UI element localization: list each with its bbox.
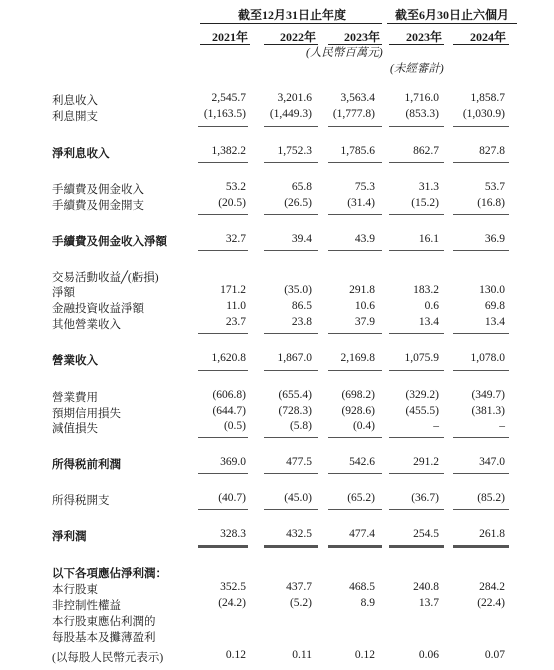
row-non-controlling-interests xyxy=(0,597,554,613)
row-value: (5.8) xyxy=(289,420,312,432)
period-header-interim: 截至6月30日止六個月 xyxy=(394,8,509,22)
row-value: 254.5 xyxy=(413,528,439,540)
row-value: (329.2) xyxy=(405,389,439,401)
row-value: (1,030.9) xyxy=(462,108,505,120)
row-value: (349.7) xyxy=(471,389,505,401)
subtotal-rule xyxy=(453,333,509,334)
row-value: (853.3) xyxy=(405,108,439,120)
row-value: 1,078.0 xyxy=(470,352,505,364)
subtotal-rule xyxy=(198,437,248,438)
subtotal-rule xyxy=(389,250,444,251)
row-value: 75.3 xyxy=(354,181,375,193)
row-fee-income xyxy=(0,181,554,197)
row-value: 284.2 xyxy=(479,581,505,593)
row-label: 預期信用損失 xyxy=(52,408,121,420)
subtotal-rule xyxy=(198,250,248,251)
header-rule-interim xyxy=(387,23,517,24)
row-operating-income xyxy=(0,352,554,368)
row-value: 432.5 xyxy=(286,528,312,540)
subtotal-rule xyxy=(264,509,318,510)
row-value: 3,201.6 xyxy=(277,92,312,104)
subtotal-rule xyxy=(328,333,382,334)
subtotal-rule xyxy=(328,250,382,251)
subtotal-rule xyxy=(389,437,444,438)
row-value: (20.5) xyxy=(218,197,246,209)
row-value: 1,382.2 xyxy=(211,145,246,157)
subtotal-rule xyxy=(389,126,444,127)
row-label: 淨利潤 xyxy=(52,531,87,543)
row-value: (0.5) xyxy=(223,420,246,432)
row-label: 本行股東應佔利潤的 xyxy=(52,616,156,628)
row-operating-expenses xyxy=(0,389,554,405)
row-interest-expense xyxy=(0,108,554,124)
header-rule-annual xyxy=(200,23,382,24)
subtotal-rule xyxy=(198,509,248,510)
subtotal-rule xyxy=(198,370,248,371)
subtotal-rule xyxy=(264,333,318,334)
row-value: 23.8 xyxy=(291,316,312,328)
subtotal-rule xyxy=(264,545,318,548)
year-header: 2022年 xyxy=(279,30,316,44)
row-value: 86.5 xyxy=(291,300,312,312)
row-value: 43.9 xyxy=(354,233,375,245)
subtotal-rule xyxy=(198,333,248,334)
subtotal-rule xyxy=(264,162,318,163)
row-value: (1,449.3) xyxy=(269,108,312,120)
row-value: 437.7 xyxy=(286,581,312,593)
row-value: 171.2 xyxy=(220,284,246,296)
row-label: 金融投資收益淨額 xyxy=(52,303,144,315)
row-other-operating-income xyxy=(0,316,554,332)
row-value: (928.6) xyxy=(341,405,375,417)
row-value: 37.9 xyxy=(354,316,375,328)
subtotal-rule xyxy=(264,370,318,371)
row-value: (35.0) xyxy=(284,284,312,296)
row-value: 1,075.9 xyxy=(404,352,439,364)
row-value: 328.3 xyxy=(220,528,246,540)
row-trading-gains-net xyxy=(0,284,554,300)
subtotal-rule xyxy=(389,370,444,371)
subtotal-rule xyxy=(328,370,382,371)
row-value: 1,867.0 xyxy=(277,352,312,364)
row-label: 非控制性權益 xyxy=(52,600,121,612)
row-value: 69.8 xyxy=(484,300,505,312)
subtotal-rule xyxy=(328,126,382,127)
row-label: 交易活動收益╱(虧損) xyxy=(52,272,159,284)
row-value: 53.7 xyxy=(484,181,505,193)
row-value: 862.7 xyxy=(413,145,439,157)
row-value: 2,545.7 xyxy=(211,92,246,104)
row-value: (728.3) xyxy=(278,405,312,417)
row-label: 所得税開支 xyxy=(52,495,110,507)
subtotal-rule xyxy=(264,473,318,474)
subtotal-rule xyxy=(453,214,509,215)
row-value: 0.6 xyxy=(424,300,439,312)
period-header-annual: 截至12月31日止年度 xyxy=(237,8,346,22)
row-fee-expense xyxy=(0,197,554,213)
row-value: 31.3 xyxy=(418,181,439,193)
row-value: (1,777.8) xyxy=(332,108,375,120)
row-value: 240.8 xyxy=(413,581,439,593)
row-value: (0.4) xyxy=(352,420,375,432)
row-profit-before-tax xyxy=(0,456,554,472)
row-value: 36.9 xyxy=(484,233,505,245)
row-value: (16.8) xyxy=(477,197,505,209)
row-value: 347.0 xyxy=(479,456,505,468)
row-value: 13.7 xyxy=(418,597,439,609)
row-value: (15.2) xyxy=(411,197,439,209)
row-value: 0.12 xyxy=(225,649,246,661)
row-value: 477.5 xyxy=(286,456,312,468)
row-value: (40.7) xyxy=(218,492,246,504)
row-trading-gains-label xyxy=(0,269,554,285)
row-value: 2,169.8 xyxy=(340,352,375,364)
subtotal-rule xyxy=(389,214,444,215)
row-attributable-heading xyxy=(0,565,554,581)
row-label: 每股基本及攤薄盈利 xyxy=(52,632,156,644)
row-label: 本行股東 xyxy=(52,584,98,596)
subtotal-rule xyxy=(264,126,318,127)
subtotal-rule xyxy=(328,473,382,474)
row-value: 0.12 xyxy=(354,649,375,661)
row-value: 542.6 xyxy=(349,456,375,468)
subtotal-rule xyxy=(453,250,509,251)
row-value: (45.0) xyxy=(284,492,312,504)
unaudited-note: (未經審計) xyxy=(390,63,444,75)
subtotal-rule xyxy=(328,214,382,215)
subtotal-rule xyxy=(453,473,509,474)
year-rule xyxy=(389,44,444,45)
row-value: 0.06 xyxy=(418,649,439,661)
row-value: 468.5 xyxy=(349,581,375,593)
row-label: 減值損失 xyxy=(52,423,98,435)
subtotal-rule xyxy=(389,333,444,334)
row-net-fee-income xyxy=(0,233,554,249)
subtotal-rule xyxy=(198,214,248,215)
row-value: 477.4 xyxy=(349,528,375,540)
row-label: 以下各項應佔淨利潤： xyxy=(52,568,167,580)
row-value: 11.0 xyxy=(226,300,246,312)
year-header: 2023年 xyxy=(405,30,442,44)
year-rule xyxy=(200,44,250,45)
unit-note: (人民幣百萬元) xyxy=(306,47,383,59)
row-value: (381.3) xyxy=(471,405,505,417)
row-value: 3,563.4 xyxy=(340,92,375,104)
row-value: 1,620.8 xyxy=(211,352,246,364)
row-value: (22.4) xyxy=(477,597,505,609)
row-value: 291.8 xyxy=(349,284,375,296)
row-label: 所得税前利潤 xyxy=(52,459,121,471)
row-value: (455.5) xyxy=(405,405,439,417)
row-value: (655.4) xyxy=(278,389,312,401)
row-value: 0.11 xyxy=(292,649,312,661)
row-value: (31.4) xyxy=(347,197,375,209)
subtotal-rule xyxy=(264,250,318,251)
row-value: 10.6 xyxy=(354,300,375,312)
row-value: (644.7) xyxy=(212,405,246,417)
row-interest-income xyxy=(0,92,554,108)
row-net-interest-income xyxy=(0,145,554,161)
subtotal-rule xyxy=(453,437,509,438)
row-value: 13.4 xyxy=(484,316,505,328)
row-value: 261.8 xyxy=(479,528,505,540)
row-value: 1,752.3 xyxy=(277,145,312,157)
row-value: (1,163.5) xyxy=(203,108,246,120)
row-label: (以每股人民幣元表示) xyxy=(52,652,164,664)
row-value: (698.2) xyxy=(341,389,375,401)
row-eps-basic-diluted xyxy=(0,649,554,665)
row-label: 其他營業收入 xyxy=(52,319,121,331)
row-value: 13.4 xyxy=(418,316,439,328)
row-value: 39.4 xyxy=(291,233,312,245)
subtotal-rule xyxy=(453,545,509,548)
subtotal-rule xyxy=(453,126,509,127)
row-value: 827.8 xyxy=(479,145,505,157)
subtotal-rule xyxy=(198,126,248,127)
row-value: (5.2) xyxy=(289,597,312,609)
row-value: 0.07 xyxy=(484,649,505,661)
row-label: 手續費及佣金收入 xyxy=(52,184,144,196)
year-header: 2023年 xyxy=(343,30,380,44)
year-header: 2024年 xyxy=(469,30,506,44)
row-value: (24.2) xyxy=(218,597,246,609)
row-eps-label-2 xyxy=(0,629,554,645)
row-value: 130.0 xyxy=(479,284,505,296)
subtotal-rule xyxy=(453,509,509,510)
row-label: 營業收入 xyxy=(52,355,98,367)
subtotal-rule xyxy=(389,509,444,510)
subtotal-rule xyxy=(264,214,318,215)
row-value: (65.2) xyxy=(347,492,375,504)
row-label: 利息開支 xyxy=(52,111,98,123)
row-value: 16.1 xyxy=(418,233,439,245)
subtotal-rule xyxy=(328,437,382,438)
row-value: (85.2) xyxy=(477,492,505,504)
row-value: 1,858.7 xyxy=(470,92,505,104)
row-value: 183.2 xyxy=(413,284,439,296)
row-income-tax-expense xyxy=(0,492,554,508)
row-value: 23.7 xyxy=(225,316,246,328)
row-value: – xyxy=(433,420,439,432)
subtotal-rule xyxy=(198,162,248,163)
row-value: 352.5 xyxy=(220,581,246,593)
subtotal-rule xyxy=(453,162,509,163)
row-label: 淨額 xyxy=(52,287,75,299)
row-bank-shareholders xyxy=(0,581,554,597)
row-value: (36.7) xyxy=(411,492,439,504)
row-label: 營業費用 xyxy=(52,392,98,404)
subtotal-rule xyxy=(389,162,444,163)
row-expected-credit-losses xyxy=(0,405,554,421)
row-label: 手續費及佣金收入淨額 xyxy=(52,236,167,248)
row-value: 65.8 xyxy=(291,181,312,193)
row-value: (26.5) xyxy=(284,197,312,209)
row-label: 手續費及佣金開支 xyxy=(52,200,144,212)
row-value: 1,785.6 xyxy=(340,145,375,157)
row-value: 1,716.0 xyxy=(404,92,439,104)
row-impairment-losses xyxy=(0,420,554,436)
subtotal-rule xyxy=(264,437,318,438)
subtotal-rule xyxy=(198,473,248,474)
subtotal-rule xyxy=(389,473,444,474)
subtotal-rule xyxy=(328,509,382,510)
subtotal-rule xyxy=(198,545,248,548)
row-investment-gains-net xyxy=(0,300,554,316)
row-net-profit xyxy=(0,528,554,544)
year-header: 2021年 xyxy=(211,30,248,44)
row-value: 369.0 xyxy=(220,456,246,468)
row-eps-label-1 xyxy=(0,613,554,629)
year-rule xyxy=(453,44,509,45)
subtotal-rule xyxy=(453,370,509,371)
row-value: 53.2 xyxy=(225,181,246,193)
subtotal-rule xyxy=(328,162,382,163)
row-value: 8.9 xyxy=(360,597,375,609)
row-label: 淨利息收入 xyxy=(52,148,110,160)
row-value: 291.2 xyxy=(413,456,439,468)
subtotal-rule xyxy=(328,545,382,548)
row-value: (606.8) xyxy=(212,389,246,401)
row-value: – xyxy=(499,420,505,432)
row-label: 利息收入 xyxy=(52,95,98,107)
row-value: 32.7 xyxy=(225,233,246,245)
subtotal-rule xyxy=(389,545,444,548)
